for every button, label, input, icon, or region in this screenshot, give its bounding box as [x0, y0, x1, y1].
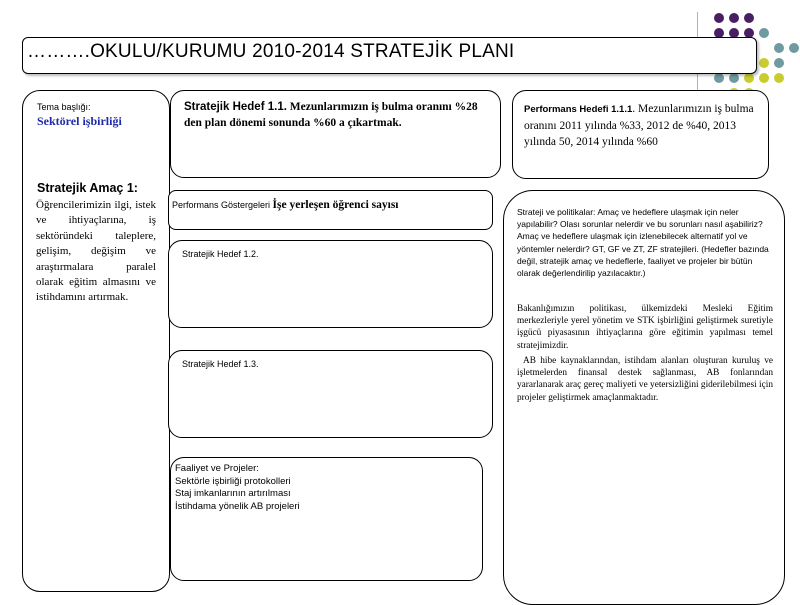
strategies-policies — [503, 190, 785, 605]
dot-teal — [774, 58, 784, 68]
dot-purple — [729, 13, 739, 23]
performance-target — [512, 90, 769, 179]
dot-teal — [714, 73, 724, 83]
strategies-intro: Strateji ve politikalar: Amaç ve hedeflere ulaşmak için neler yapılabilir? Olası sorunlar nelerdir ve bu sorunları nasıl aşabiliriz? Amaç ve hedeflere ulaşmak için izlenebilecek alternatif yol ve yöntemler nelerdir? GT, GF ve ZT, ZF stratejileri. (Hedefler bazında değil, stratejik amaç ve hedeflerle, faaliyet ve projeler bir bütün olarak değerlendirilip yazılacaktır.) — [517, 207, 769, 279]
list-item: Sektörle işbirliği protokolleri — [175, 475, 291, 487]
list-item: İstihdama yönelik AB projeleri — [175, 500, 300, 512]
strategic-target-1-3 — [168, 350, 493, 438]
dot-lime — [774, 73, 784, 83]
dot-teal — [759, 28, 769, 38]
performance-target-label: Performans Hedefi 1.1.1 — [524, 104, 633, 115]
target-1-1-text: Mezunlarımızın iş bulma oranını %28 den plan dönemi sonunda %60 a çıkartmak. — [184, 101, 478, 129]
indicators-value: İşe yerleşen öğrenci sayısı — [272, 199, 399, 211]
title-box — [22, 37, 757, 74]
page-title: ……….OKULU/KURUMU 2010-2014 STRATEJİK PLANI — [27, 41, 515, 62]
dot-purple — [744, 13, 754, 23]
goal-text: Öğrencilerimizin ilgi, istek ve ihtiyaçlarına, iş sektöründeki taleplere, gelişim, değişim ve araştırmalara paralel olarak eğitim almasını ve istihdamını artırmak. — [36, 199, 156, 304]
target-1-2-label: Stratejik Hedef 1.2. — [182, 249, 259, 259]
theme-goal-panel — [22, 90, 170, 592]
strategies-paragraph-2: AB hibe kaynaklarından, istihdam alanları oluşturan kuruluş ve işletmelerden finansal destek sağlanması, AB fonlarından yararlanarak araç gereç maliyeti ve yetersizliğini giderilebilmesi için projeler geliştirmek amaçlanmaktadır. — [517, 356, 773, 403]
target-1-3-label: Stratejik Hedef 1.3. — [182, 359, 259, 369]
list-item: Staj imkanlarının artırılması — [175, 488, 291, 499]
theme-label: Tema başlığı: — [37, 102, 91, 112]
indicators-label: Performans Göstergeleri — [172, 200, 273, 210]
dot-lime — [744, 73, 754, 83]
activities-label: Faaliyet ve Projeler: — [175, 463, 259, 474]
dot-teal — [789, 43, 799, 53]
dot-lime — [759, 58, 769, 68]
dot-lime — [759, 73, 769, 83]
strategic-target-1-2 — [168, 240, 493, 328]
dot-teal — [774, 43, 784, 53]
activities-projects — [170, 457, 483, 581]
dot-purple — [714, 13, 724, 23]
target-1-1-label: Stratejik Hedef 1.1. — [184, 101, 287, 113]
theme-value: Sektörel işbirliği — [37, 114, 122, 128]
performance-indicators — [168, 190, 493, 230]
strategic-target-1-1 — [170, 90, 501, 178]
goal-label: Stratejik Amaç 1: — [37, 181, 138, 195]
strategies-paragraph-1: Bakanlığımızın politikası, ülkemizdeki Mesleki Eğitim merkezleriyle yerel yönetim ve STK işbirliğini geliştirmek suretiyle işgücü piyasasının ihtiyaçlarına göre eğitimin yapılması temel stratejimizdir. — [517, 304, 773, 351]
performance-target-text: . Mezunlarımızın iş bulma oranını 2011 yılında %33, 2012 de %40, 2013 yılında 50, 2014 yılında %60 — [524, 103, 754, 148]
dot-teal — [729, 73, 739, 83]
